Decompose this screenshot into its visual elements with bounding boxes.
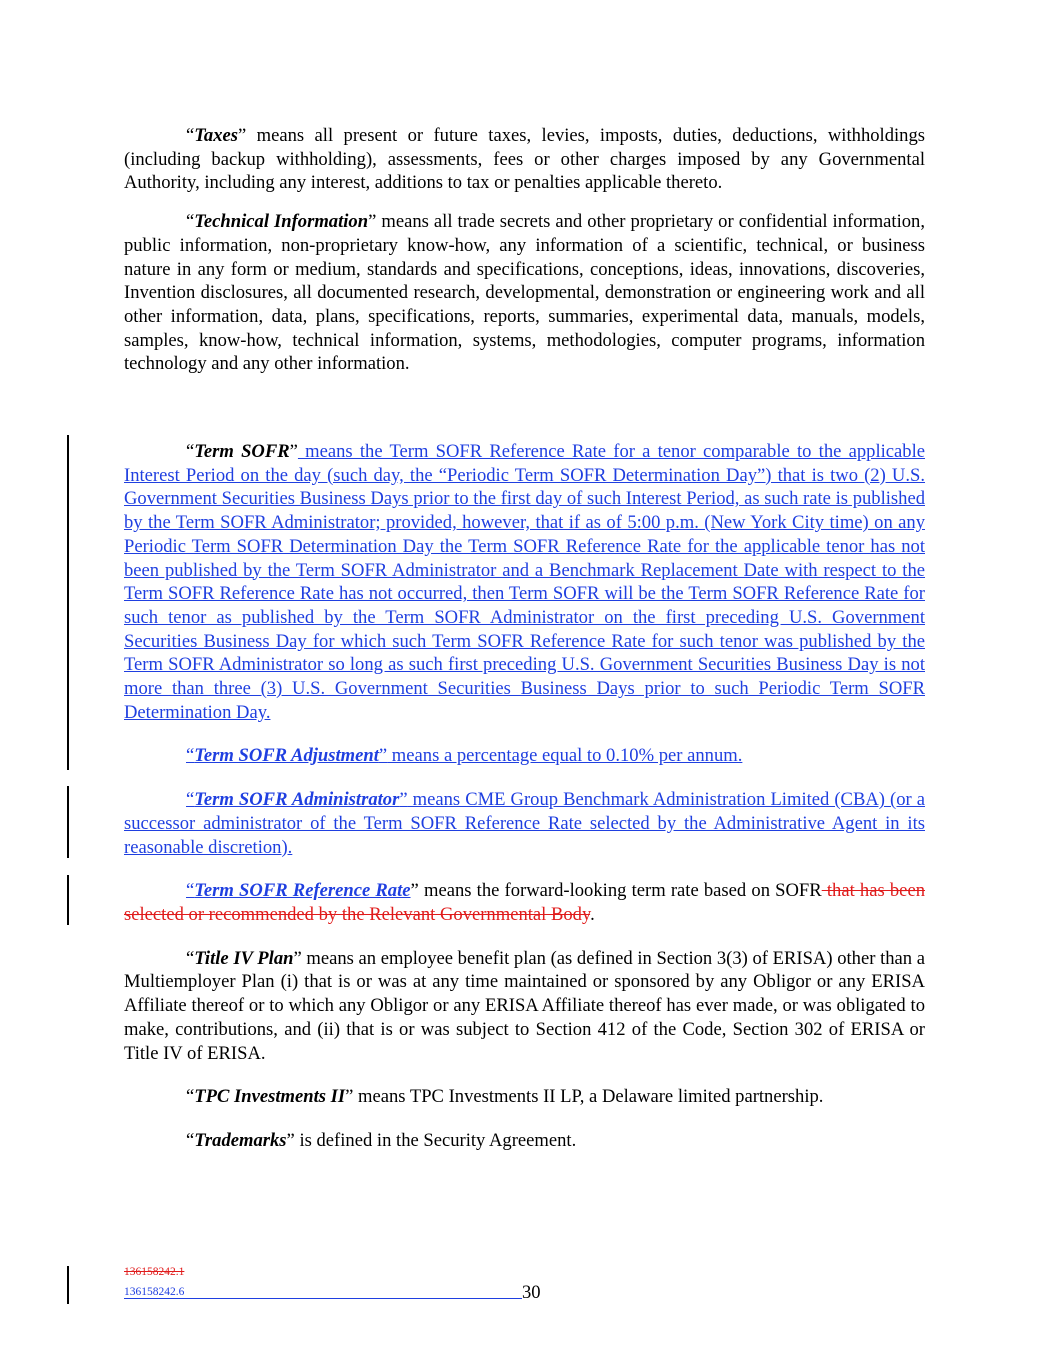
inserted-quote: “ (186, 880, 195, 902)
definition-end: . (590, 903, 595, 925)
change-bar (67, 875, 69, 925)
defined-term: TPC Investments II (194, 1086, 346, 1108)
definition-text: is defined in the Security Agreement. (294, 1129, 577, 1151)
change-bar (67, 1266, 69, 1304)
defined-term: Term SOFR Reference Rate (194, 880, 411, 902)
definition-text: means the forward-looking term rate based on SOFR (418, 880, 822, 902)
inserted-text-body: means a percentage equal to 0.10% per annum. (387, 745, 743, 767)
defined-term: Term SOFR Adjustment (194, 745, 379, 767)
defined-term: Technical Information (194, 211, 369, 233)
inserted-quote: “ (186, 745, 195, 767)
defined-term: Title IV Plan (194, 947, 294, 969)
definition-term-sofr-reference-rate: “Term SOFR Reference Rate” means the forward-looking term rate based on SOFR that has been selected or recommended by the Relevant Governmental Body. (124, 879, 925, 926)
page-footer (124, 1266, 624, 1303)
change-bar (67, 786, 69, 858)
inserted-text: means the Term SOFR Reference Rate for a tenor comparable to the applicable Interest Period on the day (such day, the “Periodic Term SOFR Determination Day”) that is two (2) U.S. Government Securities Business Days prior to the first day of such Interest Period, as such rate is published by the Term SOFR Administrator; provided, however, that if as of 5:00 p.m. (New York City time) on any Periodic Term SOFR Determination Day the Term SOFR Reference Rate for the applicable tenor has not been published by the Term SOFR Administrator and a Benchmark Replacement Date with respect to the Term SOFR Reference Rate has not occurred, then Term SOFR will be the Term SOFR Reference Rate for such tenor as published by the Term SOFR Administrator on the first preceding U.S. Government Securities Business Day for which such Term SOFR Reference Rate for such tenor was published by the Term SOFR Administrator so long as such first preceding U.S. Government Securities Business Day is not more than three (3) U.S. Government Securities Business Days prior to such Periodic Term SOFR Determination Day. (124, 441, 925, 723)
definition-title-iv-plan: “Title IV Plan” means an employee benefit plan (as defined in Section 3(3) of ERISA) other than a Multiemployer Plan (i) that is or was at any time maintained or sponsored by any Obligor or any ERISA Affiliate thereof or to which any Obligor or any ERISA Affiliate thereof has ever made, or was obligated to make, contributions, and (ii) that is or was subject to Section 412 of the Code, Section 302 of ERISA or Title IV of ERISA. (124, 947, 925, 1064)
defined-term: Trademarks (194, 1129, 287, 1151)
page-number: 30 (522, 1282, 541, 1303)
inserted-doc-id: 136158242.6 (124, 1286, 522, 1299)
definition-trademarks: “Trademarks” is defined in the Security Agreement. (186, 1129, 577, 1151)
inserted-quote: “ (186, 789, 195, 811)
definition-term-sofr-administrator (124, 788, 925, 859)
change-bar (67, 435, 69, 745)
definition-text: means TPC Investments II LP, a Delaware limited partnership. (353, 1086, 824, 1108)
document-page (124, 124, 925, 1153)
definition-text: means an employee benefit plan (as defined in Section 3(3) of ERISA) other than a Multiemployer Plan (i) that is or was at any time maintained or sponsored by any Obligor or any ERISA Affiliate thereof or to which any Obligor or any ERISA Affiliate thereof has ever made, or was obligated to make, contributions, and (ii) that is or was subject to Section 412 of the Code, Section 302 of ERISA or Title IV of ERISA. (124, 947, 925, 1064)
definition-term-sofr: “Term SOFR” means the Term SOFR Reference Rate for a tenor comparable to the applicable Interest Period on the day (such day, the “Periodic Term SOFR Determination Day”) that is two (2) U.S. Government Securities Business Days prior to the first day of such Interest Period, as such rate is published by the Term SOFR Administrator; provided, however, that if as of 5:00 p.m. (New York City time) on any Periodic Term SOFR Determination Day the Term SOFR Reference Rate for the applicable tenor has not been published by the Term SOFR Administrator and a Benchmark Replacement Date with respect to the Term SOFR Reference Rate has not occurred, then Term SOFR will be the Term SOFR Reference Rate for such tenor as published by the Term SOFR Administrator on the first preceding U.S. Government Securities Business Day for which such Term SOFR Reference Rate for such tenor was published by the Term SOFR Administrator so long as such first preceding U.S. Government Securities Business Day is not more than three (3) U.S. Government Securities Business Days prior to such Periodic Term SOFR Determination Day. (124, 440, 925, 724)
defined-term: Taxes (194, 125, 238, 146)
definition-text: means all present or future taxes, levies, imposts, duties, deductions, withholdings (including backup withholding), assessments, fees or other charges imposed by any Governmental Authority, including any interest, additions to tax or penalties applicable thereto. (124, 125, 925, 194)
definition-technical-information: “Technical Information” means all trade secrets and other proprietary or confidential information, public information, non-proprietary know-how, any information of a scientific, technical, or business nature in any form or medium, standards and specifications, conceptions, ideas, innovations, discoveries, Invention disclosures, all documented research, developmental, demonstration or engineering work and all other information, data, plans, specifications, reports, summaries, experimental data, manuals, models, samples, know-how, technical information, systems, methodologies, computer programs, information technology and any other information. (124, 211, 925, 375)
definition-term-sofr-adjustment (124, 744, 925, 768)
inserted-text: ” means CME Group Benchmark Administration Limited (CBA) (or a successor administrator of the Term SOFR Reference Rate selected by the Administrative Agent in its reasonable discretion). (124, 789, 926, 858)
definition-tpc-investments: “TPC Investments II” means TPC Investments II LP, a Delaware limited partnership. (186, 1086, 824, 1108)
inserted-text: ” means a percentage equal to 0.10% per annum. (378, 745, 743, 767)
defined-term: Term SOFR Administrator (194, 789, 400, 811)
deleted-text: that has been selected or recommended by the Relevant Governmental Body (124, 880, 925, 925)
definition-taxes: “Taxes” means all present or future taxes, levies, imposts, duties, deductions, withholdings (including backup withholding), assessments, fees or other charges imposed by any Governmental Authority, including any interest, additions to tax or penalties applicable thereto. (124, 125, 925, 194)
defined-term: Term SOFR (194, 441, 290, 463)
inserted-text-body: means CME Group Benchmark Administration Limited (CBA) (or a successor administrator of the Term SOFR Reference Rate selected by the Administrative Agent in its reasonable discretion). (124, 789, 926, 858)
deleted-doc-id: 136158242.1 (124, 1266, 185, 1278)
change-bar (67, 744, 69, 770)
definition-text: means all trade secrets and other proprietary or confidential information, public information, non-proprietary know-how, any information of a scientific, technical, or business nature in any form or medium, standards and specifications, conceptions, ideas, innovations, discoveries, Invention disclosures, all documented research, developmental, demonstration or engineering work and all other information, data, plans, specifications, reports, summaries, experimental data, manuals, models, samples, know-how, technical information, systems, methodologies, computer programs, information technology and any other information. (124, 211, 925, 375)
